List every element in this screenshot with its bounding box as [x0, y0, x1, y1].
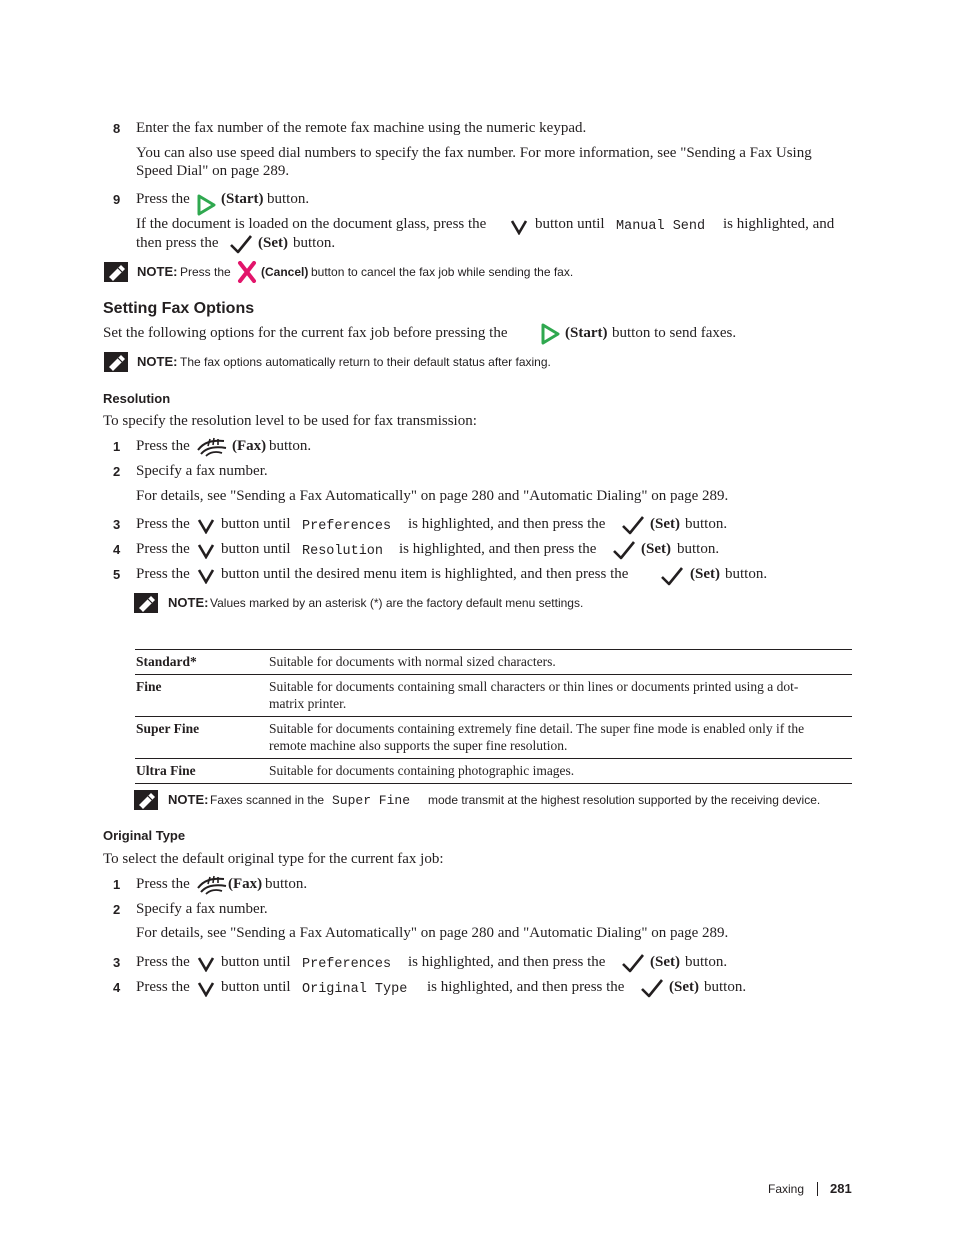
step-subtext: then press the	[136, 235, 219, 251]
step-number: 9	[113, 192, 121, 207]
intro-text: To select the default original type for the current fax job:	[103, 851, 444, 867]
set-label: (Set)	[690, 566, 720, 582]
subsection-title: Original Type	[103, 828, 186, 843]
checkmark-icon	[621, 515, 645, 535]
step-text: is highlighted, and then press the	[427, 979, 625, 995]
resolution-table	[135, 649, 852, 784]
step-text: Press the	[136, 954, 190, 970]
table-cell-term: Ultra Fine	[136, 763, 196, 778]
menu-item-code: Original Type	[302, 982, 408, 997]
checkmark-icon	[660, 566, 684, 586]
step-text: Press the	[136, 541, 190, 557]
set-label: (Set)	[650, 954, 680, 970]
step-text: button until	[221, 954, 291, 970]
step-subtext: If the document is loaded on the document glass, press the	[136, 216, 487, 232]
step-text: button.	[267, 191, 310, 207]
note-text: The fax options automatically return to their default status after faxing.	[180, 355, 551, 369]
down-chevron-icon	[510, 219, 528, 235]
step-text: Press the	[136, 438, 190, 454]
description-line: matrix printer.	[269, 696, 347, 711]
step-number: 3	[113, 517, 121, 532]
menu-item-code: Preferences	[302, 519, 392, 534]
start-label: (Start)	[221, 191, 264, 207]
step-text: button.	[265, 876, 308, 892]
step-text: button until the desired menu item is highlighted, and then press the	[221, 566, 629, 582]
checkmark-icon	[621, 953, 645, 973]
table-row	[135, 717, 852, 759]
description-line: Suitable for documents with normal sized characters.	[269, 654, 556, 669]
step-text: button until	[221, 979, 291, 995]
step-text: Enter the fax number of the remote fax machine using the numeric keypad.	[136, 120, 587, 136]
note-pencil-icon	[134, 593, 158, 613]
checkmark-icon	[612, 540, 636, 560]
step-number: 5	[113, 567, 121, 582]
step-text: Specify a fax number.	[136, 901, 268, 917]
step-text: button.	[685, 516, 728, 532]
table-cell-description	[269, 717, 852, 759]
fax-icon	[196, 436, 228, 458]
step-subtext: is highlighted, and	[723, 216, 835, 232]
down-chevron-icon	[197, 543, 215, 559]
down-chevron-icon	[197, 981, 215, 997]
step-number: 2	[113, 902, 121, 917]
step-subtext: button until	[535, 216, 605, 232]
note-text: Press the	[180, 265, 231, 279]
step-text: Press the	[136, 191, 190, 207]
table-cell-term: Super Fine	[136, 721, 200, 736]
section-title: Setting Fax Options	[103, 300, 255, 317]
step-number: 3	[113, 955, 121, 970]
table-row	[135, 759, 852, 784]
menu-item-code: Super Fine	[332, 793, 411, 808]
step-text: is highlighted, and then press the	[399, 541, 597, 557]
step-text: Press the	[136, 516, 190, 532]
start-triangle-icon	[540, 323, 560, 345]
step-text: Press the	[136, 566, 190, 582]
note-text: mode transmit at the highest resolution supported by the receiving device.	[428, 793, 821, 807]
step-subtext: For details, see "Sending a Fax Automatically" on page 280 and "Automatic Dialing" on page 289.	[136, 925, 729, 941]
down-chevron-icon	[197, 518, 215, 534]
step-text: button.	[725, 566, 768, 582]
table-cell-description	[269, 650, 852, 675]
checkmark-icon	[640, 978, 664, 998]
fax-label: (Fax)	[228, 876, 263, 892]
step-number: 4	[113, 542, 121, 557]
table-cell-term: Fine	[136, 679, 162, 694]
step-subtext: You can also use speed dial numbers to specify the fax number. For more information, see "Sending a Fax Using	[136, 145, 812, 161]
step-text: is highlighted, and then press the	[408, 954, 606, 970]
note-text: Faxes scanned in the	[210, 793, 325, 807]
note-label: NOTE:	[137, 354, 178, 369]
fax-icon	[196, 874, 228, 896]
note-pencil-icon	[104, 352, 128, 372]
down-chevron-icon	[197, 956, 215, 972]
step-number: 2	[113, 464, 121, 479]
menu-item-code: Resolution	[302, 544, 384, 559]
note-label: NOTE:	[137, 264, 178, 279]
table-row	[135, 675, 852, 717]
cancel-label: (Cancel)	[261, 265, 309, 279]
note-label: NOTE:	[168, 792, 209, 807]
step-text: button.	[677, 541, 720, 557]
description-line: Suitable for documents containing extremely fine detail. The super fine mode is enabled only if the	[269, 721, 805, 736]
footer-divider	[817, 1182, 818, 1196]
checkmark-icon	[229, 234, 253, 254]
step-subtext: Speed Dial" on page 289.	[136, 163, 290, 179]
intro-text: button to send faxes.	[612, 325, 737, 341]
table-cell-term: Standard*	[136, 654, 197, 669]
description-line: Suitable for documents containing photographic images.	[269, 763, 575, 778]
step-number: 1	[113, 439, 121, 454]
step-text: button.	[685, 954, 728, 970]
table-cell-description	[269, 759, 852, 784]
cancel-x-icon	[237, 261, 257, 283]
table-row	[135, 650, 852, 675]
description-line: remote machine also supports the super fine resolution.	[269, 738, 568, 753]
note-label: NOTE:	[168, 595, 209, 610]
intro-text: To specify the resolution level to be used for fax transmission:	[103, 413, 477, 429]
step-text: button.	[704, 979, 747, 995]
subsection-title: Resolution	[103, 391, 171, 406]
set-label: (Set)	[650, 516, 680, 532]
note-text: Values marked by an asterisk (*) are the factory default menu settings.	[210, 596, 584, 610]
step-text: Press the	[136, 876, 190, 892]
fax-label: (Fax)	[232, 438, 267, 454]
step-number: 1	[113, 877, 121, 892]
set-label: (Set)	[641, 541, 671, 557]
set-label: (Set)	[258, 235, 288, 251]
step-text: button.	[269, 438, 312, 454]
intro-text: Set the following options for the current fax job before pressing the	[103, 325, 508, 341]
start-triangle-icon	[196, 194, 216, 216]
step-text: button until	[221, 541, 291, 557]
down-chevron-icon	[197, 568, 215, 584]
step-subtext: button.	[293, 235, 336, 251]
footer-section: Faxing	[768, 1182, 805, 1196]
table-cell-description	[269, 675, 852, 717]
start-label: (Start)	[565, 325, 608, 341]
step-text: Specify a fax number.	[136, 463, 268, 479]
set-label: (Set)	[669, 979, 699, 995]
page-number: 281	[830, 1181, 852, 1196]
note-pencil-icon	[104, 262, 128, 282]
step-number: 4	[113, 980, 121, 995]
description-line: Suitable for documents containing small characters or thin lines or documents printed using a dot-	[269, 679, 799, 694]
note-pencil-icon	[134, 790, 158, 810]
menu-item-code: Manual Send	[616, 219, 706, 234]
step-text: is highlighted, and then press the	[408, 516, 606, 532]
step-text: Press the	[136, 979, 190, 995]
note-text: button to cancel the fax job while sending the fax.	[311, 265, 574, 279]
menu-item-code: Preferences	[302, 957, 392, 972]
step-subtext: For details, see "Sending a Fax Automatically" on page 280 and "Automatic Dialing" on page 289.	[136, 488, 729, 504]
step-number: 8	[113, 121, 121, 136]
step-text: button until	[221, 516, 291, 532]
